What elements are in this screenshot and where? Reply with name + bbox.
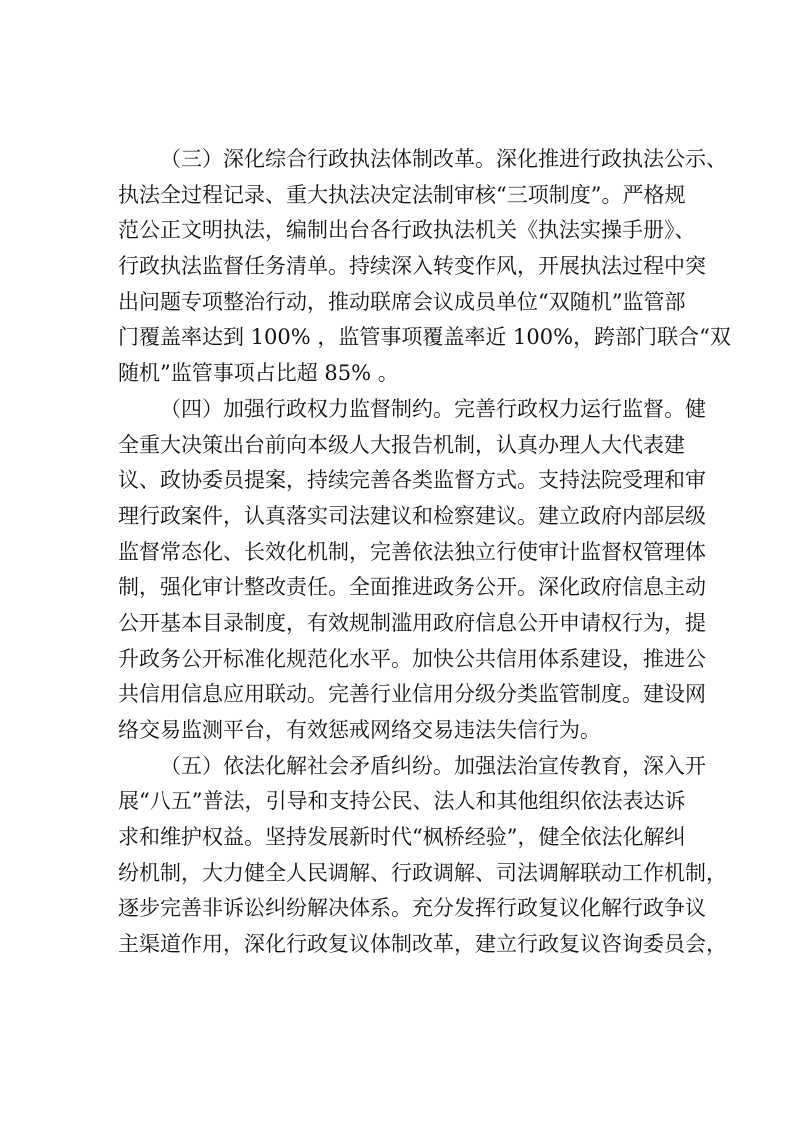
text-line: 升政务公开标准化规范化水平。加快公共信用体系建设，推进公 — [118, 646, 706, 671]
text-line: 公开基本目录制度，有效规制滥用政府信息公开申请权行为，提 — [118, 610, 706, 635]
text-line: 展“八五”普法，引导和支持公民、法人和其他组织依法表达诉 — [118, 789, 686, 814]
text-line: 议、政协委员提案，持续完善各类监督方式。支持法院受理和审 — [118, 468, 706, 493]
text-line: （五）依法化解社会矛盾纠纷。加强法治宣传教育，深入开 — [160, 753, 706, 778]
text-line: 主渠道作用，深化行政复议体制改革，建立行政复议咨询委员会， — [118, 932, 727, 957]
text-line: 全重大决策出台前向本级人大报告机制，认真办理人大代表建 — [118, 432, 685, 457]
text-line: 监督常态化、长效化机制，完善依法独立行使审计监督权管理体 — [118, 539, 706, 564]
text-line: （四）加强行政权力监督制约。完善行政权力运行监督。健 — [160, 396, 706, 421]
text-line: 门覆盖率达到 100% ，监管事项覆盖率近 100%，跨部门联合“双 — [118, 325, 731, 350]
text-line: 范公正文明执法，编制出台各行政执法机关《执法实操手册》、 — [118, 218, 696, 243]
body-text — [118, 142, 731, 963]
text-line: 纷机制，大力健全人民调解、行政调解、司法调解联动工作机制， — [118, 860, 727, 885]
paragraph — [118, 749, 727, 963]
text-line: 出问题专项整治行动，推动联席会议成员单位“双随机”监管部 — [118, 289, 686, 314]
paragraph — [118, 392, 706, 749]
text-line: 求和维护权益。坚持发展新时代“枫桥经验”，健全依法化解纠 — [118, 825, 686, 850]
text-line: 共信用信息应用联动。完善行业信用分级分类监管制度。建设网 — [118, 682, 706, 707]
paragraph — [118, 142, 731, 392]
text-line: 逐步完善非诉讼纠纷解决体系。充分发挥行政复议化解行政争议 — [118, 896, 706, 921]
text-line: 行政执法监督任务清单。持续深入转变作风，开展执法过程中突 — [118, 254, 706, 279]
text-line: （三）深化综合行政执法体制改革。深化推进行政执法公示、 — [160, 147, 727, 171]
text-line: 理行政案件，认真落实司法建议和检察建议。建立政府内部层级 — [118, 503, 706, 528]
text-line: 制，强化审计整改责任。全面推进政务公开。深化政府信息主动 — [118, 575, 706, 600]
text-line: 随机”监管事项占比超 85% 。 — [118, 361, 399, 386]
text-line: 络交易监测平台，有效惩戒网络交易违法失信行为。 — [118, 718, 601, 742]
text-line: 执法全过程记录、重大执法决定法制审核“三项制度”。严格规 — [118, 182, 686, 207]
